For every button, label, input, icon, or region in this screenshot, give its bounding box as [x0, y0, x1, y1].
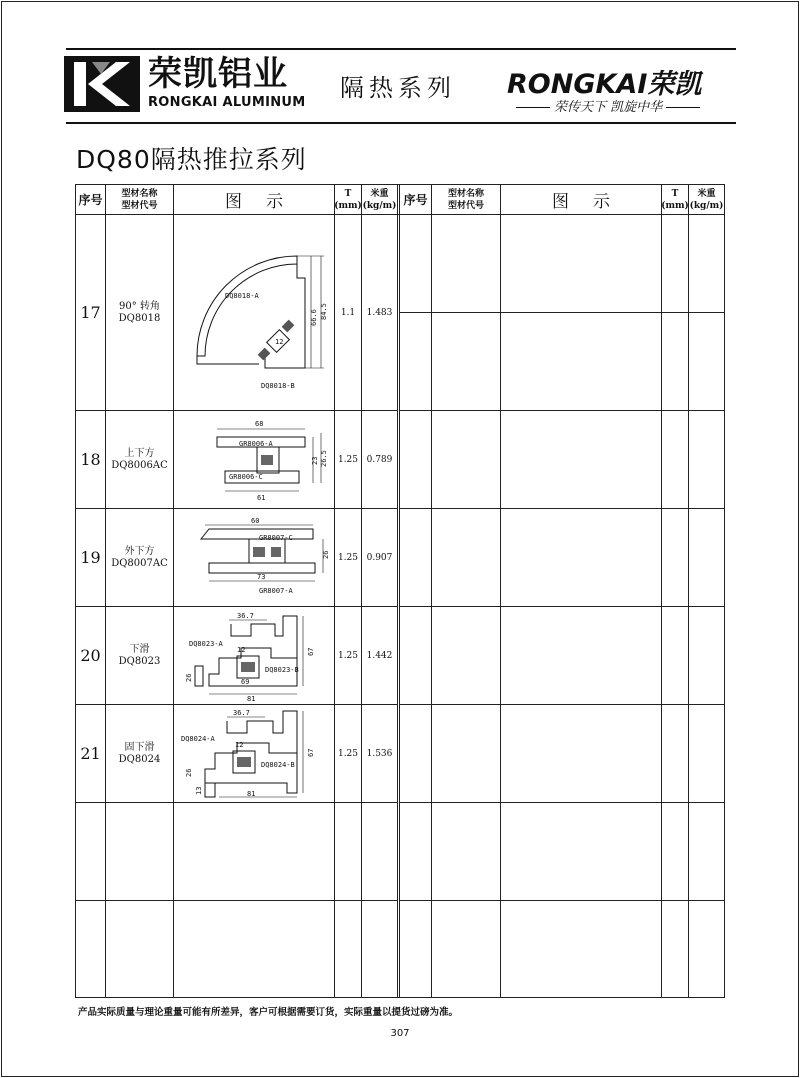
figure-label: 12 [235, 740, 244, 749]
profile-code: DQ8023 [118, 655, 161, 667]
col-divider [661, 185, 662, 997]
row-21-figure [174, 705, 334, 802]
figure-label: 36.7 [237, 611, 254, 620]
row-21-name [106, 705, 173, 802]
row-18-seq: 18 [80, 450, 101, 469]
header-thickness [335, 185, 361, 214]
profile-code: DQ8007AC [111, 557, 168, 569]
profile-table [75, 184, 725, 998]
header-seq: 序号 [403, 193, 428, 207]
row-18-thickness: 1.25 [337, 454, 359, 465]
row-21-seq: 21 [80, 744, 101, 763]
brand-chinese-name: 荣凯铝业 [148, 54, 288, 94]
brand-english-name: RONGKAI ALUMINUM [148, 95, 306, 110]
figure-label: 23 [311, 456, 319, 465]
profile-code: DQ8018 [118, 312, 161, 324]
header-top-rule [66, 48, 736, 50]
row-17-weight: 1.483 [366, 307, 393, 318]
row-17-thickness: 1.1 [340, 307, 356, 318]
row-19-weight: 0.907 [366, 552, 393, 563]
profile-name: 下滑 [129, 643, 150, 655]
profile-name: 固下滑 [124, 741, 155, 753]
header-weight-line2: (kg/m) [362, 200, 397, 211]
series-label: 隔热系列 [340, 74, 456, 102]
figure-label: 26.5 [320, 449, 328, 467]
figure-label: 73 [257, 572, 266, 581]
figure-label: DQ8024-A [181, 734, 215, 743]
header-name-line2: 型材代号 [447, 200, 484, 211]
row-divider [399, 802, 724, 803]
header-name-line2: 型材代号 [121, 200, 158, 211]
figure-label: GR8007-C [259, 533, 293, 542]
figure-label: DQ8023-A [189, 639, 223, 648]
figure-label: DQ8018-A [225, 291, 259, 300]
row-20-weight: 1.442 [366, 650, 393, 661]
row-18-figure [174, 411, 334, 508]
row-19-figure [174, 509, 334, 606]
profile-code: DQ8006AC [111, 459, 168, 471]
header-weight-line1: 米重 [697, 188, 716, 199]
row-21-weight: 1.536 [366, 748, 393, 759]
profile-drawing-dq8007ac [179, 513, 329, 603]
figure-label: 13 [195, 786, 203, 795]
row-divider [399, 606, 724, 607]
profile-drawing-dq8024 [179, 707, 329, 801]
row-20-thickness: 1.25 [337, 650, 359, 661]
figure-label: 81 [247, 789, 256, 798]
row-divider [399, 508, 724, 509]
figure-label: 26 [185, 673, 193, 682]
col-divider [688, 185, 689, 997]
figure-label: 84.5 [320, 302, 328, 320]
header-name [432, 185, 500, 214]
row-17-seq: 17 [80, 303, 101, 322]
figure-label: 69 [241, 677, 250, 686]
header-weight-line1: 米重 [370, 188, 389, 199]
slogan-left-rule [516, 107, 550, 108]
row-divider [399, 704, 724, 705]
col-divider [431, 185, 432, 997]
row-20-figure [174, 607, 334, 704]
header-seq: 序号 [78, 193, 103, 207]
figure-label: 36.7 [233, 708, 250, 717]
profile-drawing-dq8023 [179, 610, 329, 702]
header-t-line2: (mm) [334, 200, 362, 211]
profile-name: 外下方 [124, 545, 155, 557]
header-bottom-rule [66, 122, 736, 124]
col-divider [397, 185, 398, 997]
header-name [106, 185, 173, 214]
header-t-line2: (mm) [661, 200, 689, 211]
figure-label: 67 [307, 748, 315, 757]
page-number: 307 [390, 1028, 410, 1039]
header-thickness [662, 185, 688, 214]
profile-name: 上下方 [124, 447, 155, 459]
figure-label: 81 [247, 694, 256, 703]
figure-label: 61 [257, 493, 266, 502]
row-17-name [106, 215, 173, 410]
brand-wordmark: RONGKAI荣凯 [507, 69, 702, 100]
figure-label: GR8007-A [259, 586, 293, 595]
header-figure: 图示 [552, 192, 634, 212]
row-divider [399, 410, 724, 411]
page-title: DQ80隔热推拉系列 [76, 145, 307, 174]
row-19-name [106, 509, 173, 606]
row-18-weight: 0.789 [366, 454, 393, 465]
row-divider [76, 900, 397, 901]
slogan-right-rule [666, 107, 700, 108]
figure-label: DQ8024-B [261, 760, 295, 769]
header-name-line1: 型材名称 [121, 188, 158, 199]
figure-label: 66.6 [310, 308, 318, 326]
col-divider [399, 185, 400, 997]
figure-label: 12 [237, 645, 246, 654]
slogan-text: 荣传天下 凯旋中华 [554, 100, 663, 115]
figure-label: DQ8023-B [265, 665, 299, 674]
row-18-name [106, 411, 173, 508]
col-divider [500, 185, 501, 997]
row-20-name [106, 607, 173, 704]
row-17-figure [174, 215, 334, 410]
rongkai-logo-mark [64, 56, 140, 112]
profile-drawing-dq8018 [179, 238, 329, 388]
header-t-line1: T [671, 188, 679, 199]
row-20-seq: 20 [80, 646, 101, 665]
figure-label: 26 [185, 768, 193, 777]
figure-label: GR8006-A [239, 439, 273, 448]
row-divider [76, 802, 397, 803]
row-21-thickness: 1.25 [337, 748, 359, 759]
figure-label: GR8006-C [229, 472, 263, 481]
figure-label: 26 [322, 550, 330, 559]
footnote: 产品实际质量与理论重量可能有所差异，客户可根据需要订货，实际重量以提货过磅为准。 [78, 1007, 459, 1018]
row-divider [399, 312, 724, 313]
header-figure: 图示 [225, 192, 307, 212]
figure-label: 12 [275, 337, 284, 346]
header-weight [362, 185, 397, 214]
figure-label: DQ8018-B [261, 381, 295, 390]
brand-slogan [512, 96, 704, 115]
row-19-seq: 19 [80, 548, 101, 567]
header-t-line1: T [344, 188, 352, 199]
figure-label: 60 [251, 516, 260, 525]
header-weight [689, 185, 724, 214]
row-19-thickness: 1.25 [337, 552, 359, 563]
row-divider [399, 900, 724, 901]
header-name-line1: 型材名称 [447, 188, 484, 199]
header-weight-line2: (kg/m) [689, 200, 724, 211]
figure-label: 67 [307, 647, 315, 656]
figure-label: 68 [255, 419, 264, 428]
profile-code: DQ8024 [118, 753, 161, 765]
profile-drawing-dq8006ac [179, 415, 329, 505]
profile-name: 90° 转角 [119, 300, 160, 312]
